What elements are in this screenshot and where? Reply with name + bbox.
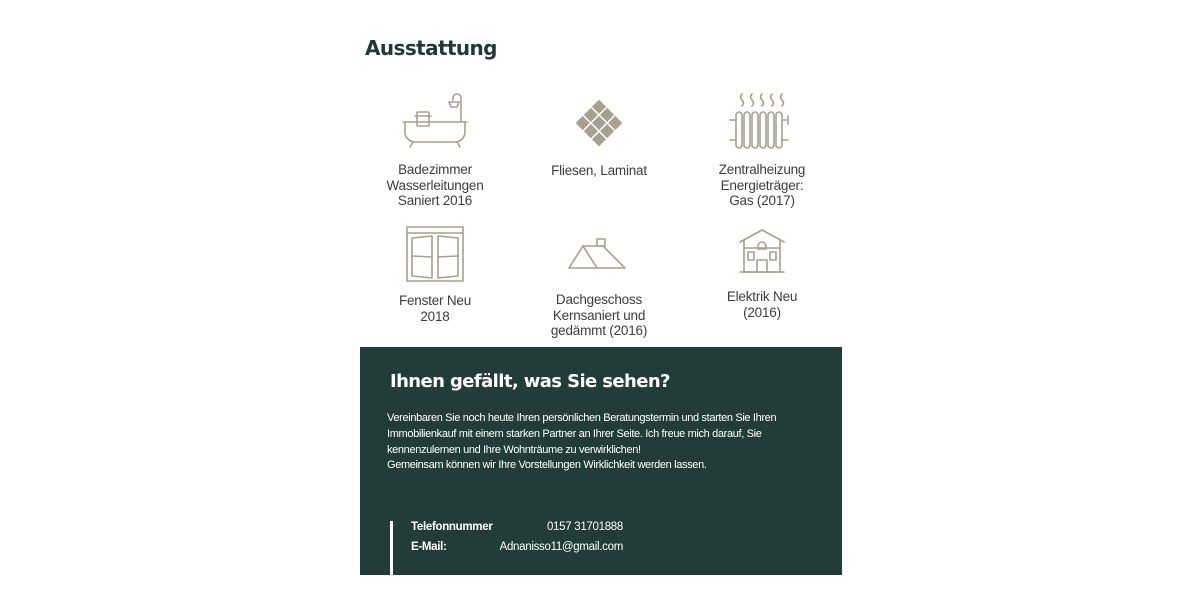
email-value[interactable]: Adnanisso11@gmail.com: [499, 541, 623, 553]
bathtub-icon: [399, 90, 471, 152]
phone-value[interactable]: 0157 31701888: [546, 521, 623, 533]
feature-heating: [682, 90, 842, 209]
document-page: [360, 0, 842, 600]
section-title: Ausstattung: [365, 36, 497, 60]
feature-label: Fenster Neu 2018: [398, 293, 472, 324]
feature-label: Fliesen, Laminat: [551, 163, 647, 178]
tiles-icon: [564, 97, 634, 149]
phone-label: Telefonnummer: [411, 521, 493, 533]
contact-divider: [390, 521, 393, 575]
feature-electrics: [682, 226, 842, 320]
feature-label: Dachgeschoss Kernsaniert und gedämmt (2016): [550, 292, 648, 338]
cta-body: Vereinbaren Sie noch heute Ihren persönlichen Beratungstermin und starten Sie Ihren Immobilienkauf mit einem starken Partner an Ihrer Seite. Ich freue mich darauf, Sie kennenzulernen und Ihre Wohnträume zu verwirklichen! Gemeinsam können wir Ihre Vorstellungen Wirklichkeit werden lassen.: [387, 412, 777, 472]
feature-label: Elektrik Neu (2016): [726, 289, 798, 320]
feature-bathroom: [355, 90, 515, 209]
radiator-icon: [726, 90, 798, 152]
feature-flooring: [519, 97, 679, 179]
contact-panel: [360, 347, 842, 575]
feature-label: Zentralheizung Energieträger: Gas (2017): [718, 162, 806, 208]
feature-roof: [519, 236, 679, 339]
window-icon: [403, 224, 467, 284]
house-icon: [732, 226, 792, 276]
roof-icon: [567, 236, 631, 272]
cta-title: Ihnen gefällt, was Sie sehen?: [390, 371, 670, 392]
feature-label: Badezimmer Wasserleitungen Saniert 2016: [386, 162, 484, 208]
email-label: E-Mail:: [411, 541, 447, 553]
feature-windows: [355, 224, 515, 324]
